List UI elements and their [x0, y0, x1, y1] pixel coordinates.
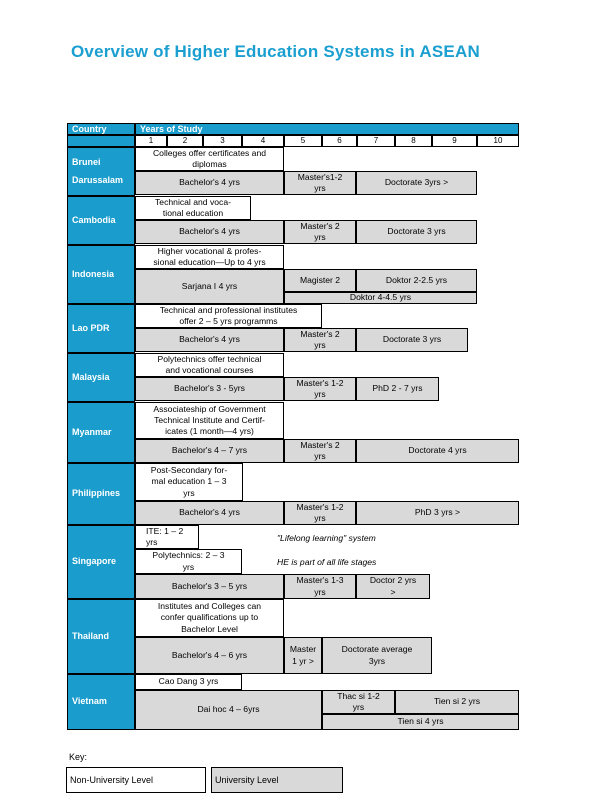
singapore-master: Master's 1-3 yrs — [284, 574, 356, 599]
indonesia-doctorate-long: Doktor 4-4.5 yrs — [284, 292, 477, 304]
vietnam-cao-dang: Cao Dang 3 yrs — [135, 674, 242, 690]
country-singapore: Singapore — [67, 525, 135, 599]
country-thailand: Thailand — [67, 599, 135, 674]
vietnam-tien-si-4: Tien si 4 yrs — [322, 714, 519, 730]
key-university: University Level — [211, 767, 343, 793]
lao-non-university: Technical and professional institutes offer 2 – 5 yrs programms — [135, 304, 322, 328]
year-number-9: 9 — [432, 135, 477, 147]
malaysia-bachelor: Bachelor's 3 - 5yrs — [135, 377, 284, 401]
country-indonesia: Indonesia — [67, 245, 135, 304]
country-brunei: Brunei Darussalam — [67, 147, 135, 196]
malaysia-master: Master's 1-2 yrs — [284, 377, 356, 401]
year-number-1: 1 — [135, 135, 167, 147]
singapore-doctor: Doctor 2 yrs > — [356, 574, 430, 599]
vietnam-dai-hoc: Dai hoc 4 – 6yrs — [135, 690, 322, 730]
key-non-university: Non-University Level — [66, 767, 206, 793]
malaysia-non-university: Polytechnics offer technical and vocational courses — [135, 353, 284, 377]
myanmar-doctorate: Doctorate 4 yrs — [356, 439, 519, 463]
singapore-ite: ITE: 1 – 2 yrs — [135, 525, 199, 549]
year-number-3: 3 — [203, 135, 242, 147]
brunei-bachelor: Bachelor's 4 yrs — [135, 171, 284, 195]
cambodia-doctorate: Doctorate 3 yrs — [356, 220, 477, 244]
year-number-2: 2 — [167, 135, 203, 147]
key-label: Key: — [69, 752, 88, 762]
singapore-polytechnics: Polytechnics: 2 – 3 yrs — [135, 549, 242, 574]
country-myanmar: Myanmar — [67, 402, 135, 463]
country-malaysia: Malaysia — [67, 353, 135, 402]
indonesia-non-university: Higher vocational & profes- sional education—Up to 4 yrs — [135, 245, 284, 269]
philippines-master: Master's 1-2 yrs — [284, 501, 356, 525]
myanmar-bachelor: Bachelor's 4 – 7 yrs — [135, 439, 284, 463]
philippines-non-university: Post-Secondary for- mal education 1 – 3 yrs — [135, 463, 243, 501]
cambodia-master: Master's 2 yrs — [284, 220, 356, 244]
cambodia-bachelor: Bachelor's 4 yrs — [135, 220, 284, 244]
philippines-phd: PhD 3 yrs > — [356, 501, 519, 525]
lao-doctorate: Doctorate 3 yrs — [356, 328, 468, 352]
thailand-doctorate: Doctorate average 3yrs — [322, 637, 432, 674]
year-number-7: 7 — [357, 135, 395, 147]
singapore-bachelor: Bachelor's 3 – 5 yrs — [135, 574, 284, 599]
thailand-non-university: Institutes and Colleges can confer qualifications up to Bachelor Level — [135, 599, 284, 637]
malaysia-phd: PhD 2 - 7 yrs — [356, 377, 439, 401]
indonesia-doctorate: Doktor 2-2.5 yrs — [356, 269, 477, 292]
brunei-master: Master's1-2 yrs — [284, 171, 356, 195]
lao-master: Master's 2 yrs — [284, 328, 356, 352]
myanmar-master: Master's 2 yrs — [284, 439, 356, 463]
country-vietnam: Vietnam — [67, 674, 135, 730]
years-of-study-header: Years of Study — [135, 123, 519, 135]
singapore-note-lifelong: "Lifelong learning" system — [277, 533, 376, 543]
myanmar-non-university: Associateship of Government Technical Institute and Certif- icates (1 month—4 yrs) — [135, 402, 284, 439]
country-philippines: Philippines — [67, 463, 135, 525]
year-number-5: 5 — [284, 135, 322, 147]
country-cambodia: Cambodia — [67, 196, 135, 245]
indonesia-bachelor: Sarjana I 4 yrs — [135, 269, 284, 304]
country-header: Country — [67, 123, 135, 135]
header-spacer — [67, 135, 135, 147]
vietnam-thac-si: Thac si 1-2 yrs — [322, 690, 395, 714]
brunei-doctorate: Doctorate 3yrs > — [356, 171, 477, 195]
year-number-4: 4 — [242, 135, 284, 147]
page-title: Overview of Higher Education Systems in ASEAN — [71, 42, 480, 61]
year-number-10: 10 — [477, 135, 519, 147]
thailand-bachelor: Bachelor's 4 – 6 yrs — [135, 637, 284, 674]
country-lao-pdr: Lao PDR — [67, 304, 135, 353]
year-number-8: 8 — [395, 135, 432, 147]
year-number-6: 6 — [322, 135, 357, 147]
lao-bachelor: Bachelor's 4 yrs — [135, 328, 284, 352]
indonesia-master: Magister 2 — [284, 269, 356, 292]
cambodia-non-university: Technical and voca- tional education — [135, 196, 251, 220]
brunei-non-university: Colleges offer certificates and diplomas — [135, 147, 284, 171]
singapore-note-life-stages: HE is part of all life stages — [277, 557, 377, 567]
philippines-bachelor: Bachelor's 4 yrs — [135, 501, 284, 525]
vietnam-tien-si-2: Tien si 2 yrs — [395, 690, 519, 714]
thailand-master: Master 1 yr > — [284, 637, 322, 674]
